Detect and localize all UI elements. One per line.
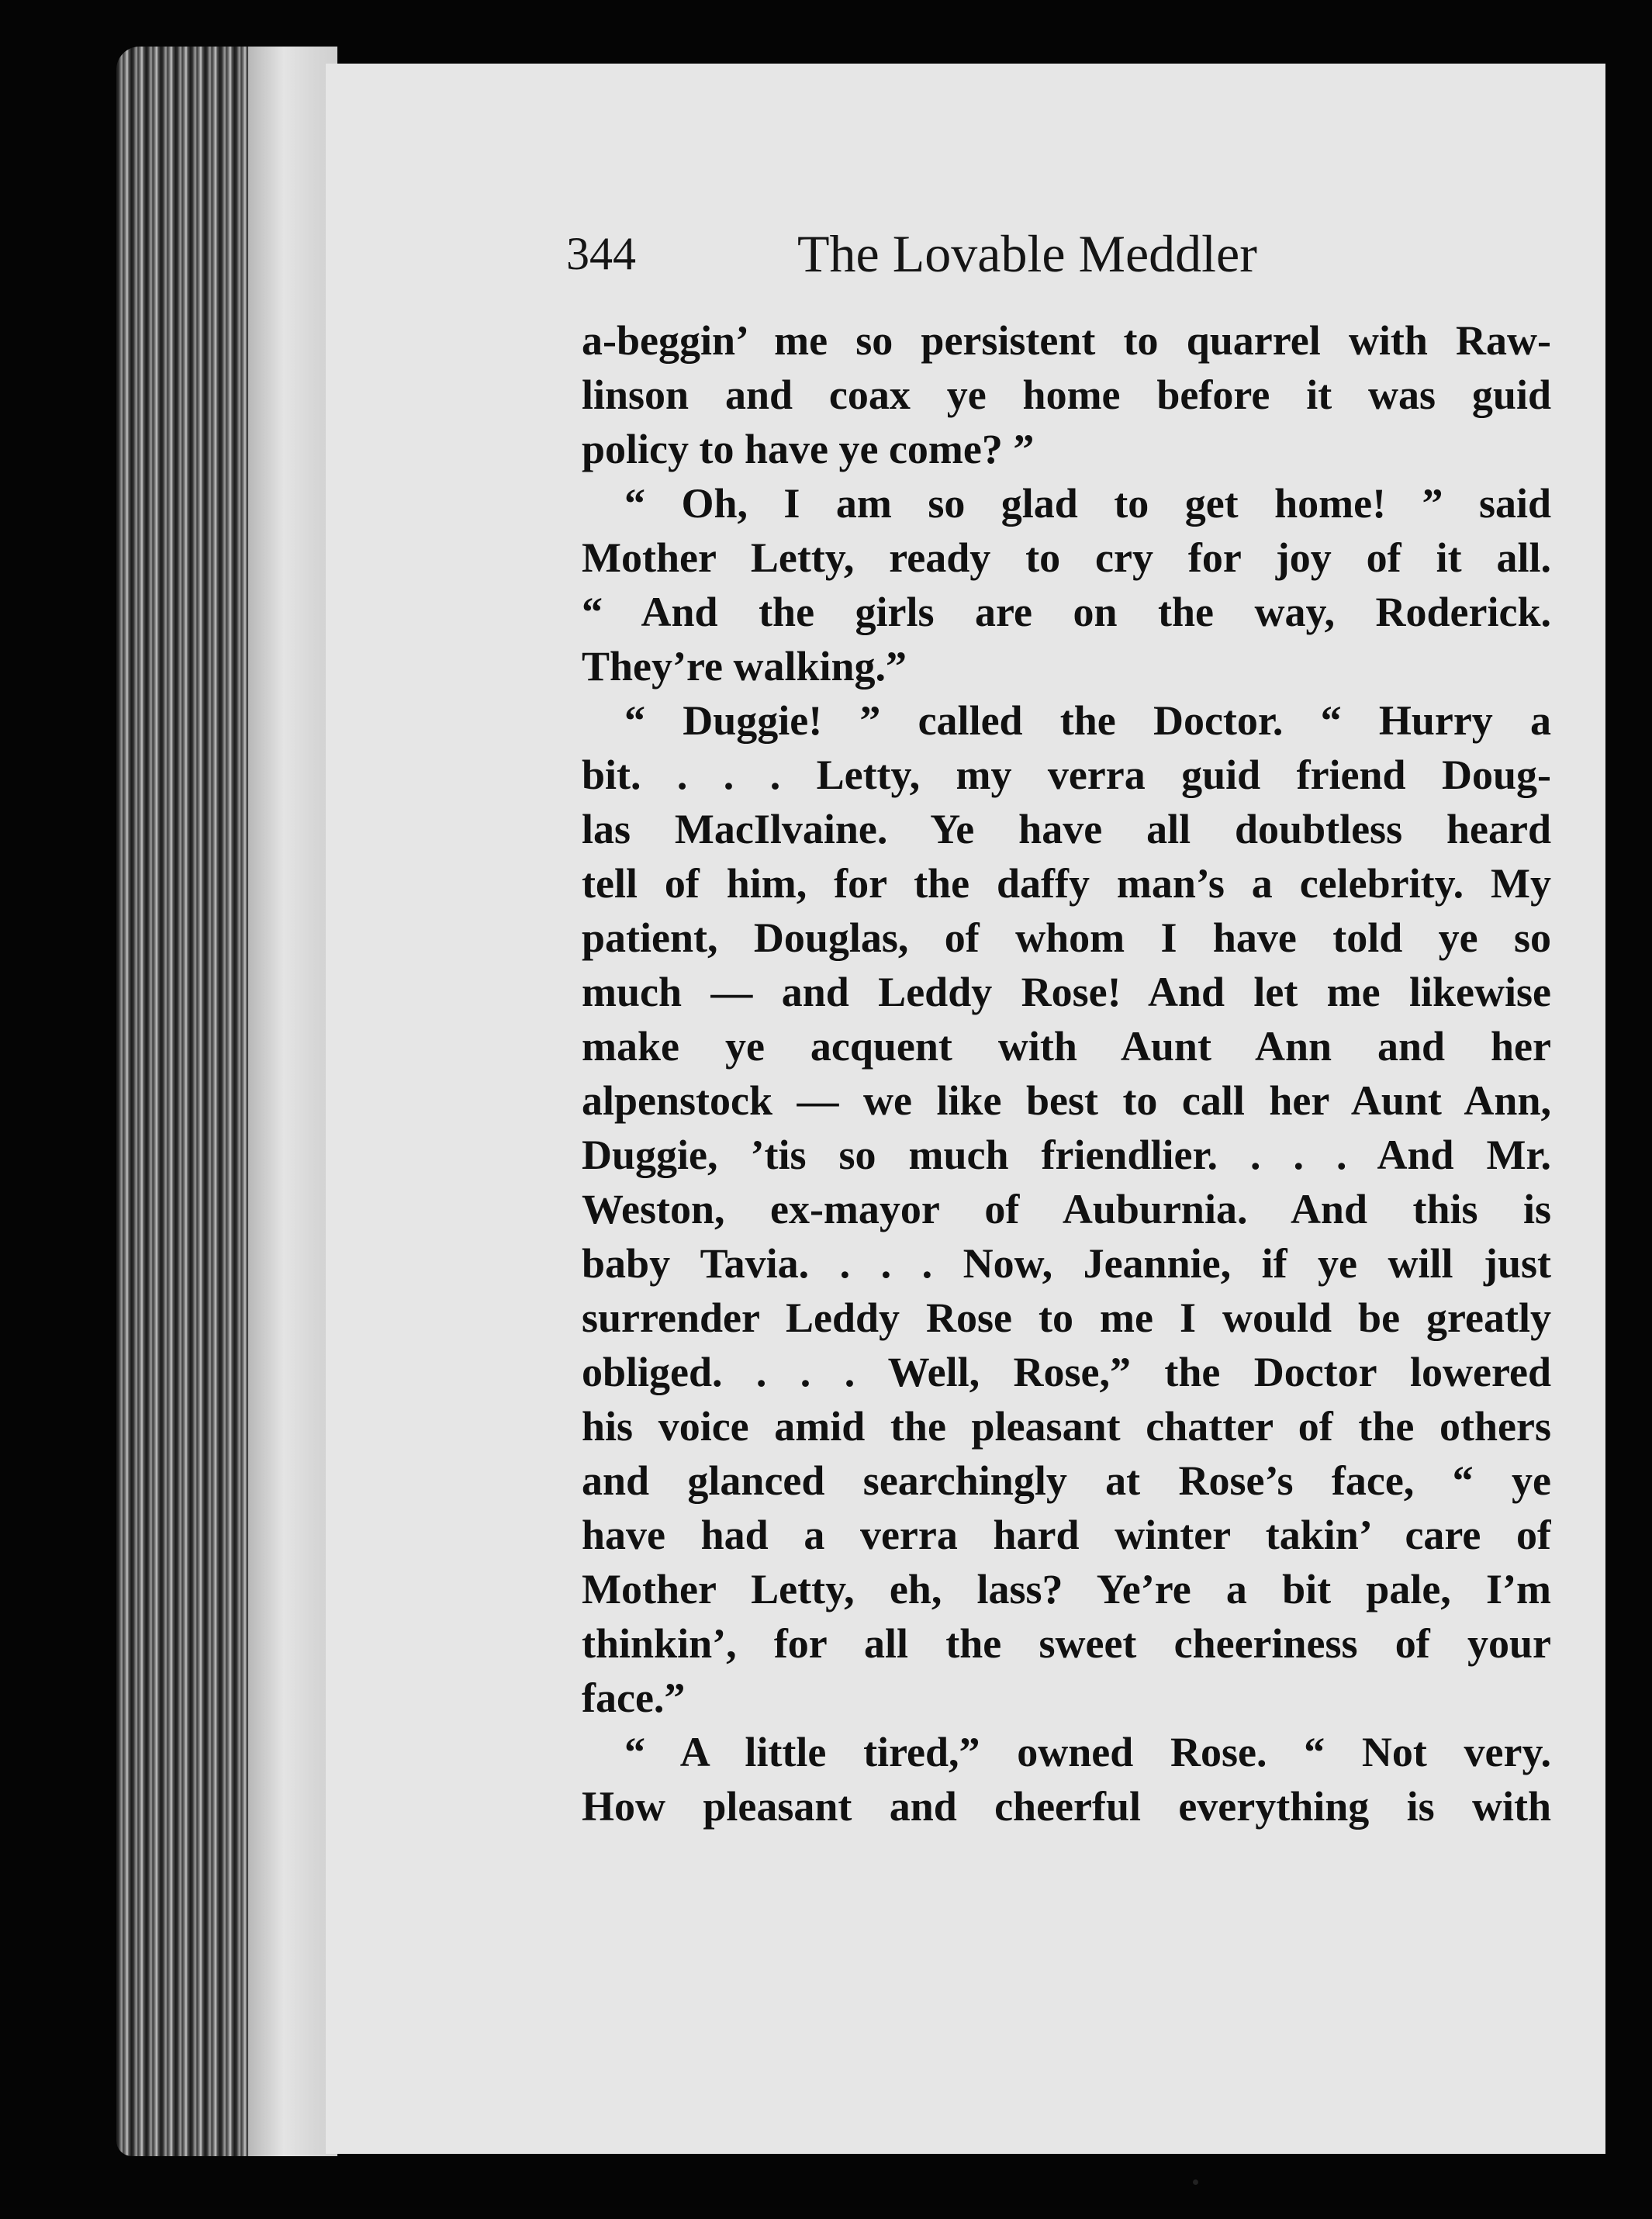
text-line: surrender Leddy Rose to me I would be greatly	[582, 1294, 1551, 1341]
text-line: linson and coax ye home before it was guid	[582, 372, 1551, 418]
text-line: Mother Letty, eh, lass? Ye’re a bit pale, I’m	[582, 1566, 1551, 1612]
text-line: “ Oh, I am so glad to get home! ” said	[624, 480, 1551, 527]
text-line: make ye acquent with Aunt Ann and her	[582, 1023, 1551, 1070]
body-text	[582, 313, 1551, 1834]
text-line: thinkin’, for all the sweet cheeriness of your	[582, 1620, 1551, 1667]
text-line: a-beggin’ me so persistent to quarrel with Raw-	[582, 317, 1551, 364]
text-line: They’re walking.”	[582, 643, 907, 690]
text-line: face.”	[582, 1675, 686, 1721]
running-head	[566, 219, 1342, 289]
page-edges	[116, 47, 337, 2156]
text-line: Weston, ex-mayor of Auburnia. And this is	[582, 1186, 1551, 1232]
text-line: “ A little tired,” owned Rose. “ Not very.	[624, 1729, 1551, 1775]
text-line: have had a verra hard winter takin’ care of	[582, 1512, 1551, 1558]
text-line: tell of him, for the daffy man’s a celebrity. My	[582, 860, 1551, 907]
speck-mark	[1193, 2179, 1198, 2185]
text-line: his voice amid the pleasant chatter of the others	[582, 1403, 1551, 1450]
text-line: baby Tavia. . . . Now, Jeannie, if ye will just	[582, 1240, 1551, 1287]
text-line: alpenstock — we like best to call her Aunt Ann,	[582, 1077, 1551, 1124]
text-line: obliged. . . . Well, Rose,” the Doctor lowered	[582, 1349, 1551, 1395]
page-number: 344	[566, 228, 636, 279]
text-line: “ And the girls are on the way, Roderick.	[582, 589, 1551, 635]
book-title: The Lovable Meddler	[797, 224, 1257, 283]
text-line: Mother Letty, ready to cry for joy of it all.	[582, 534, 1551, 581]
text-line: las MacIlvaine. Ye have all doubtless heard	[582, 806, 1551, 852]
text-line: Duggie, ’tis so much friendlier. . . . And Mr.	[582, 1132, 1551, 1178]
text-line: How pleasant and cheerful everything is with	[582, 1783, 1551, 1830]
text-line: bit. . . . Letty, my verra guid friend Doug-	[582, 752, 1551, 798]
text-line: patient, Douglas, of whom I have told ye so	[582, 914, 1551, 961]
text-line: policy to have ye come? ”	[582, 426, 1035, 472]
text-line: much — and Leddy Rose! And let me likewise	[582, 969, 1551, 1015]
text-line: and glanced searchingly at Rose’s face, “ ye	[582, 1457, 1551, 1504]
text-line: “ Duggie! ” called the Doctor. “ Hurry a	[624, 697, 1551, 744]
